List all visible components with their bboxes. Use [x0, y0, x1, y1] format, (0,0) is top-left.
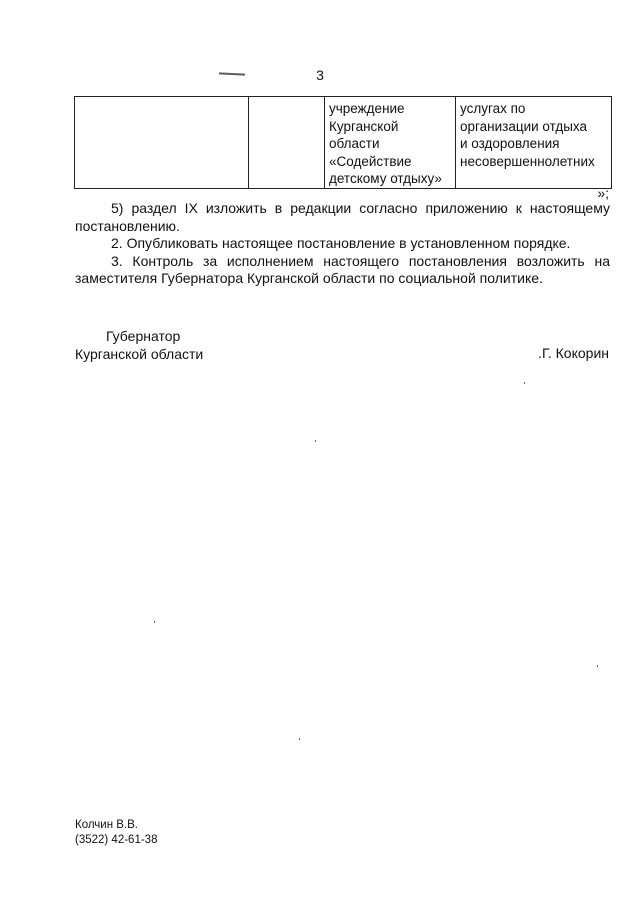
continuation-table [74, 96, 612, 189]
executor-block [75, 818, 157, 848]
body-text [75, 200, 610, 288]
table-cell-services: услугах по организации отдыха и оздоровления несовершеннолетних [456, 97, 612, 189]
paragraph-publish: 2. Опубликовать настоящее постановление в установленном порядке. [111, 235, 571, 251]
executor-phone: (3522) 42-61-38 [75, 834, 158, 846]
table-cell-2 [249, 97, 325, 189]
signatory-name: .Г. Кокорин [538, 345, 609, 361]
signatory-title-line2: Курганской области [75, 346, 204, 362]
table-cell-1 [75, 97, 249, 189]
paragraph-control: 3. Контроль за исполнением настоящего постановления возложить на заместителя Губернатора Курганской области по социальной политике. [75, 252, 610, 286]
scan-speck [299, 738, 300, 740]
paragraph-section-ix: 5) раздел IX изложить в редакции согласно приложению к настоящему постановлению. [75, 200, 610, 234]
scan-speck [315, 440, 316, 442]
table-closing-quote: »; [597, 185, 609, 201]
table-row [75, 97, 612, 189]
executor-name: Колчин В.В. [75, 819, 138, 831]
scan-speck [154, 621, 155, 623]
page-number: 3 [316, 67, 324, 83]
scan-speck [597, 665, 598, 667]
signatory-title [75, 327, 203, 363]
signatory-title-line1: Губернатор [106, 328, 181, 344]
table-cell-institution: учреждение Курганской области «Содействие детскому отдыху» [325, 97, 456, 189]
scan-speck [524, 382, 525, 384]
